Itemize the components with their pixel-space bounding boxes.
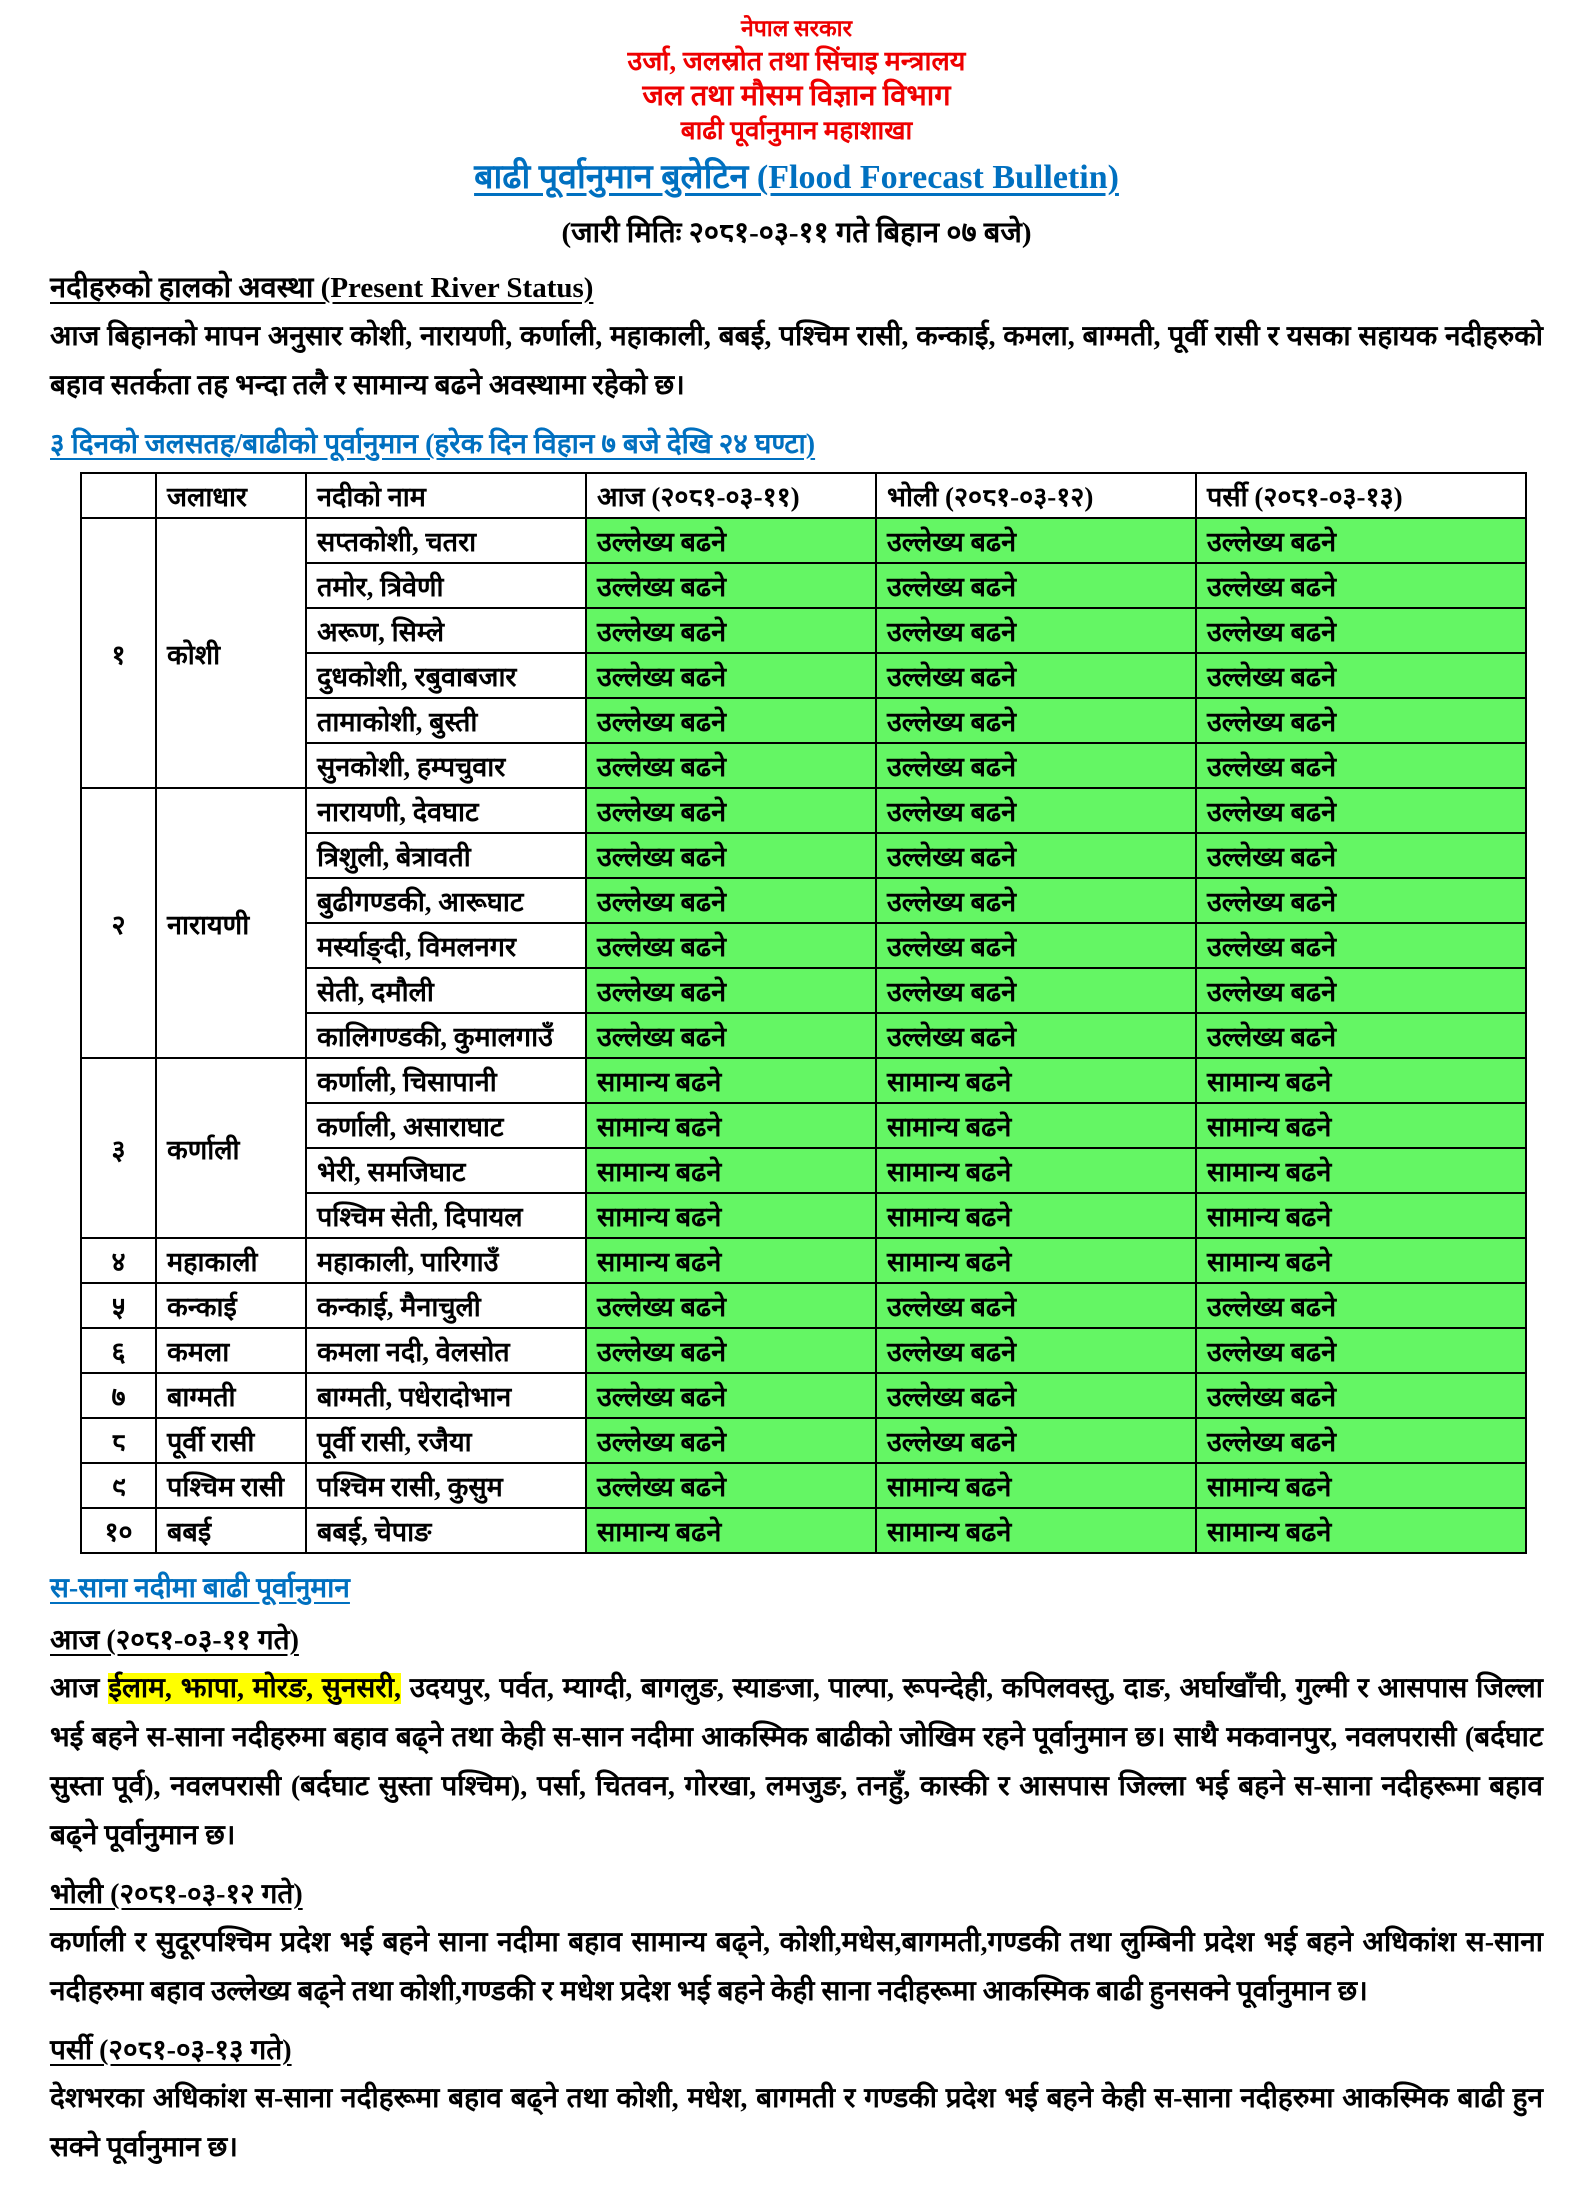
column-header-5: पर्सी (२०८१-०३-१३) — [1196, 473, 1526, 518]
forecast-today: सामान्य बढने — [586, 1148, 876, 1193]
basin-name: कोशी — [156, 518, 306, 788]
station-name: नारायणी, देवघाट — [306, 788, 586, 833]
forecast-tomorrow: उल्लेख्य बढने — [876, 1373, 1196, 1418]
day-heading: आज (२०८१-०३-११ गते) — [50, 1625, 299, 1656]
station-name: त्रिशुली, बेत्रावती — [306, 833, 586, 878]
table-row — [81, 788, 1526, 833]
day-heading: भोली (२०८१-०३-१२ गते) — [50, 1879, 303, 1910]
station-name: पश्चिम सेती, दिपायल — [306, 1193, 586, 1238]
forecast-day-after: सामान्य बढने — [1196, 1463, 1526, 1508]
station-name: पूर्वी रासी, रजैया — [306, 1418, 586, 1463]
column-header-0 — [81, 473, 156, 518]
column-header-4: भोली (२०८१-०३-१२) — [876, 473, 1196, 518]
forecast-today: उल्लेख्य बढने — [586, 698, 876, 743]
forecast-today: उल्लेख्य बढने — [586, 1373, 876, 1418]
basin-serial: १ — [81, 518, 156, 788]
forecast-day-after: सामान्य बढने — [1196, 1193, 1526, 1238]
forecast-today: उल्लेख्य बढने — [586, 518, 876, 563]
bulletin-title: बाढी पूर्वानुमान बुलेटिन (Flood Forecast Bulletin) — [474, 159, 1119, 196]
department-name: जल तथा मौसम विज्ञान विभाग — [642, 80, 951, 112]
forecast-tomorrow: उल्लेख्य बढने — [876, 1418, 1196, 1463]
station-name: कर्णाली, असाराघाट — [306, 1103, 586, 1148]
table-row — [81, 518, 1526, 563]
forecast-tomorrow: उल्लेख्य बढने — [876, 518, 1196, 563]
basin-name: कन्काई — [156, 1283, 306, 1328]
basin-serial: १० — [81, 1508, 156, 1553]
text-segment: देशभरका अधिकांश स-साना नदीहरूमा बहाव बढ्ने तथा कोशी, मधेश, बागमती र गण्डकी प्रदेश भई बहने केही स-साना नदीहरुमा आकस्मिक बाढी हुन सक्ने पूर्वानुमान छ। — [50, 2083, 1544, 2163]
small-rivers-heading: स-साना नदीमा बाढी पूर्वानुमान — [50, 1573, 350, 1604]
forecast-tomorrow: उल्लेख्य बढने — [876, 788, 1196, 833]
station-name: कन्काई, मैनाचुली — [306, 1283, 586, 1328]
station-name: तमोर, त्रिवेणी — [306, 563, 586, 608]
forecast-today: उल्लेख्य बढने — [586, 968, 876, 1013]
day-forecast-body — [50, 2074, 1543, 2172]
forecast-day-after: सामान्य बढने — [1196, 1103, 1526, 1148]
small-rivers-days — [50, 1620, 1543, 2172]
forecast-tomorrow: सामान्य बढने — [876, 1238, 1196, 1283]
forecast-day-after: सामान्य बढने — [1196, 1058, 1526, 1103]
present-river-status-body: आज बिहानको मापन अनुसार कोशी, नारायणी, कर्णाली, महाकाली, बबई, पश्चिम रासी, कन्काई, कमला, बाग्मती, पूर्वी रासी र यसका सहायक नदीहरुको बहाव सतर्कता तह भन्दा तलै र सामान्य बढने अवस्थामा रहेको छ। — [50, 321, 1543, 401]
forecast-day-after: उल्लेख्य बढने — [1196, 1283, 1526, 1328]
basin-serial: ९ — [81, 1463, 156, 1508]
forecast-tomorrow: सामान्य बढने — [876, 1058, 1196, 1103]
forecast-today: उल्लेख्य बढने — [586, 563, 876, 608]
forecast-today: उल्लेख्य बढने — [586, 1013, 876, 1058]
forecast-table-body — [81, 518, 1526, 1553]
column-header-3: आज (२०८१-०३-११) — [586, 473, 876, 518]
forecast-day-after: सामान्य बढने — [1196, 1238, 1526, 1283]
basin-serial: ३ — [81, 1058, 156, 1238]
station-name: सप्तकोशी, चतरा — [306, 518, 586, 563]
forecast-day-after: उल्लेख्य बढने — [1196, 653, 1526, 698]
table-row — [81, 1058, 1526, 1103]
forecast-today: उल्लेख्य बढने — [586, 788, 876, 833]
forecast-tomorrow: उल्लेख्य बढने — [876, 833, 1196, 878]
present-river-status-heading: नदीहरुको हालको अवस्था (Present River Status) — [50, 272, 594, 304]
table-row — [81, 1328, 1526, 1373]
forecast-day-after: उल्लेख्य बढने — [1196, 1013, 1526, 1058]
basin-serial: २ — [81, 788, 156, 1058]
forecast-table — [80, 472, 1527, 1554]
station-name: सेती, दमौली — [306, 968, 586, 1013]
station-name: अरूण, सिम्ले — [306, 608, 586, 653]
station-name: महाकाली, पारिगाउँ — [306, 1238, 586, 1283]
forecast-tomorrow: उल्लेख्य बढने — [876, 563, 1196, 608]
forecast-today: उल्लेख्य बढने — [586, 608, 876, 653]
forecast-today: उल्लेख्य बढने — [586, 1418, 876, 1463]
forecast-day-after: सामान्य बढने — [1196, 1508, 1526, 1553]
forecast-day-after: उल्लेख्य बढने — [1196, 563, 1526, 608]
basin-name: कमला — [156, 1328, 306, 1373]
forecast-tomorrow: सामान्य बढने — [876, 1463, 1196, 1508]
forecast-tomorrow: उल्लेख्य बढने — [876, 653, 1196, 698]
forecast-tomorrow: सामान्य बढने — [876, 1193, 1196, 1238]
forecast-tomorrow: सामान्य बढने — [876, 1508, 1196, 1553]
forecast-today: उल्लेख्य बढने — [586, 743, 876, 788]
forecast-tomorrow: उल्लेख्य बढने — [876, 1283, 1196, 1328]
forecast-today: सामान्य बढने — [586, 1193, 876, 1238]
station-name: कर्णाली, चिसापानी — [306, 1058, 586, 1103]
division-name: बाढी पूर्वानुमान महाशाखा — [680, 116, 913, 145]
column-header-1: जलाधार — [156, 473, 306, 518]
station-name: दुधकोशी, रबुवाबजार — [306, 653, 586, 698]
table-row — [81, 1238, 1526, 1283]
forecast-tomorrow: उल्लेख्य बढने — [876, 743, 1196, 788]
basin-serial: ८ — [81, 1418, 156, 1463]
basin-serial: ७ — [81, 1373, 156, 1418]
forecast-today: सामान्य बढने — [586, 1058, 876, 1103]
highlighted-districts: ईलाम, झापा, मोरङ, सुनसरी, — [108, 1673, 401, 1704]
forecast-day-after: उल्लेख्य बढने — [1196, 518, 1526, 563]
station-name: कमला नदी, वेलसोत — [306, 1328, 586, 1373]
forecast-today: उल्लेख्य बढने — [586, 878, 876, 923]
gov-name: नेपाल सरकार — [740, 16, 853, 41]
table-row — [81, 1418, 1526, 1463]
table-row — [81, 1463, 1526, 1508]
forecast-day-after: उल्लेख्य बढने — [1196, 923, 1526, 968]
basin-name: नारायणी — [156, 788, 306, 1058]
station-name: कालिगण्डकी, कुमालगाउँ — [306, 1013, 586, 1058]
forecast-day-after: उल्लेख्य बढने — [1196, 833, 1526, 878]
table-row — [81, 1508, 1526, 1553]
forecast-day-after: उल्लेख्य बढने — [1196, 1418, 1526, 1463]
text-segment: कर्णाली र सुदूरपश्चिम प्रदेश भई बहने साना नदीमा बहाव सामान्य बढ्ने, कोशी,मधेस,बागमती,गण्डकी तथा लुम्बिनी प्रदेश भई बहने अधिकांश स-साना नदीहरुमा बहाव उल्लेख्य बढ्ने तथा कोशी,गण्डकी र मधेश प्रदेश भई बहने केही साना नदीहरूमा आकस्मिक बाढी हुनसक्ने पूर्वानुमान छ। — [50, 1927, 1543, 2007]
ministry-name: उर्जा, जलस्रोत तथा सिंचाइ मन्त्रालय — [627, 46, 966, 76]
issue-date: (जारी मितिः २०८१-०३-११ गते बिहान ०७ बजे) — [561, 217, 1032, 249]
forecast-tomorrow: उल्लेख्य बढने — [876, 698, 1196, 743]
forecast-today: उल्लेख्य बढने — [586, 1328, 876, 1373]
table-row — [81, 1373, 1526, 1418]
basin-name: पूर्वी रासी — [156, 1418, 306, 1463]
day-heading: पर्सी (२०८१-०३-१३ गते) — [50, 2035, 292, 2066]
forecast-today: उल्लेख्य बढने — [586, 1463, 876, 1508]
station-name: मर्स्याङ्दी, विमलनगर — [306, 923, 586, 968]
forecast-day-after: सामान्य बढने — [1196, 1148, 1526, 1193]
station-name: सुनकोशी, हम्पचुवार — [306, 743, 586, 788]
three-day-forecast-heading: ३ दिनको जलसतह/बाढीको पूर्वानुमान (हरेक दिन विहान ७ बजे देखि २४ घण्टा) — [50, 429, 816, 460]
station-name: बुढीगण्डकी, आरूघाट — [306, 878, 586, 923]
day-forecast-body — [50, 1664, 1543, 1860]
forecast-tomorrow: उल्लेख्य बढने — [876, 1328, 1196, 1373]
day-forecast-body — [50, 1918, 1543, 2016]
forecast-day-after: उल्लेख्य बढने — [1196, 1328, 1526, 1373]
forecast-day-after: उल्लेख्य बढने — [1196, 1373, 1526, 1418]
basin-name: बाग्मती — [156, 1373, 306, 1418]
basin-name: पश्चिम रासी — [156, 1463, 306, 1508]
forecast-day-after: उल्लेख्य बढने — [1196, 878, 1526, 923]
forecast-tomorrow: उल्लेख्य बढने — [876, 878, 1196, 923]
forecast-tomorrow: उल्लेख्य बढने — [876, 608, 1196, 653]
basin-serial: ४ — [81, 1238, 156, 1283]
text-segment: उदयपुर, पर्वत, म्याग्दी, बागलुङ, स्याङजा, पाल्पा, रूपन्देही, कपिलवस्तु, दाङ, अर्घाखाँची, गुल्मी र आसपास जिल्ला भई बहने स-साना नदीहरुमा बहाव बढ्ने तथा केही स-सान नदीमा आकस्मिक बाढीको जोखिम रहने पूर्वानुमान छ। साथै मकवानपुर, नवलपरासी (बर्दघाट सुस्ता पूर्व), नवलपरासी (बर्दघाट सुस्ता पश्चिम), पर्सा, चितवन, गोरखा, लमजुङ, तनहुँ, कास्की र आसपास जिल्ला भई बहने स-साना नदीहरूमा बहाव बढ्ने पूर्वानुमान छ। — [50, 1673, 1543, 1851]
forecast-tomorrow: उल्लेख्य बढने — [876, 968, 1196, 1013]
forecast-day-after: उल्लेख्य बढने — [1196, 968, 1526, 1013]
forecast-today: सामान्य बढने — [586, 1103, 876, 1148]
forecast-today: उल्लेख्य बढने — [586, 1283, 876, 1328]
station-name: बाग्मती, पधेरादोभान — [306, 1373, 586, 1418]
forecast-day-after: उल्लेख्य बढने — [1196, 698, 1526, 743]
forecast-today: उल्लेख्य बढने — [586, 923, 876, 968]
basin-serial: ५ — [81, 1283, 156, 1328]
forecast-day-after: उल्लेख्य बढने — [1196, 788, 1526, 833]
forecast-tomorrow: उल्लेख्य बढने — [876, 923, 1196, 968]
forecast-today: उल्लेख्य बढने — [586, 833, 876, 878]
text-segment: आज — [50, 1673, 109, 1704]
forecast-tomorrow: उल्लेख्य बढने — [876, 1013, 1196, 1058]
basin-name: बबई — [156, 1508, 306, 1553]
forecast-today: सामान्य बढने — [586, 1508, 876, 1553]
station-name: बबई, चेपाङ — [306, 1508, 586, 1553]
basin-name: कर्णाली — [156, 1058, 306, 1238]
forecast-today: उल्लेख्य बढने — [586, 653, 876, 698]
station-name: भेरी, समजिघाट — [306, 1148, 586, 1193]
station-name: पश्चिम रासी, कुसुम — [306, 1463, 586, 1508]
forecast-day-after: उल्लेख्य बढने — [1196, 743, 1526, 788]
station-name: तामाकोशी, बुस्ती — [306, 698, 586, 743]
basin-serial: ६ — [81, 1328, 156, 1373]
column-header-2: नदीको नाम — [306, 473, 586, 518]
basin-name: महाकाली — [156, 1238, 306, 1283]
forecast-tomorrow: सामान्य बढने — [876, 1148, 1196, 1193]
forecast-today: सामान्य बढने — [586, 1238, 876, 1283]
forecast-day-after: उल्लेख्य बढने — [1196, 608, 1526, 653]
forecast-header-row — [81, 473, 1526, 518]
table-row — [81, 1283, 1526, 1328]
forecast-tomorrow: सामान्य बढने — [876, 1103, 1196, 1148]
